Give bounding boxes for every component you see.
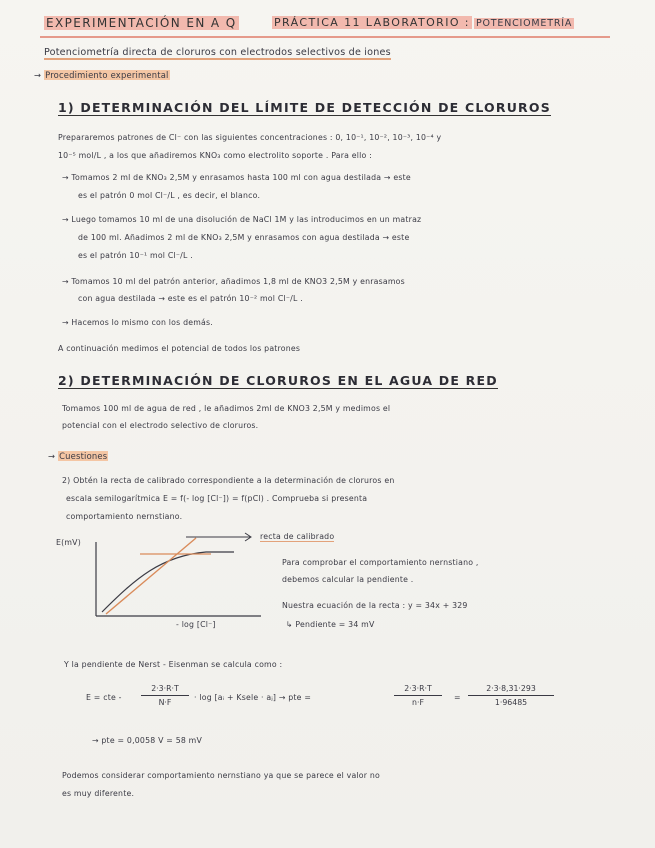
nernst-eq-left: E = cte - [86, 693, 122, 702]
header-practice: PRÁCTICA 11 LABORATORIO : [274, 16, 470, 29]
question2-line1: 2) Obtén la recta de calibrado correspondiente a la determinación de cloruros en [62, 476, 395, 485]
bullet2-line2: de 100 ml. Añadimos 2 ml de KNO₃ 2,5M y enrasamos con agua destilada → este [78, 233, 410, 242]
bullet2-line1: → Luego tomamos 10 ml de una disolución de NaCl 1M y las introducimos en un matraz [62, 215, 422, 224]
conclusion-line2: es muy diferente. [62, 789, 135, 798]
question2-line2: escala semilogarítmica E = f(- log [Cl⁻]) = f(pCl) . Comprueba si presenta [66, 494, 368, 503]
subtitle: Potenciometría directa de cloruros con electrodos selectivos de iones [44, 47, 391, 58]
y-axis-label: E(mV) [56, 538, 81, 547]
cuestiones-label: → Cuestiones [48, 451, 108, 461]
note-1-line1: Para comprobar el comportamiento nernstiano , [282, 558, 479, 567]
header-topic: POTENCIOMETRÍA [476, 18, 573, 29]
question2-line3: comportamiento nernstiano. [66, 512, 183, 521]
header-course: EXPERIMENTACIÓN EN A Q [46, 16, 237, 30]
x-axis-label: - log [Cl⁻] [176, 620, 216, 629]
fraction-2 [394, 684, 442, 707]
fraction-1 [141, 684, 189, 707]
section1-intro-2: 10⁻⁵ mol/L , a los que añadiremos KNO₃ como electrolito soporte . Para ello : [58, 151, 373, 160]
bullet3-line1: → Tomamos 10 ml del patrón anterior, añadimos 1,8 ml de KNO3 2,5M y enrasamos [62, 277, 405, 286]
fraction-3-den: 1·96485 [494, 698, 528, 707]
fraction-2-num: 2·3·R·T [394, 684, 442, 696]
section1-intro-1: Prepararemos patrones de Cl⁻ con las siguientes concentraciones : 0, 10⁻¹, 10⁻², 10⁻³, 10⁻⁴ y [58, 133, 442, 142]
nernst-eq-mid: · log [aᵢ + Ksele · aⱼ] → pte = [194, 693, 312, 702]
nernst-intro: Y la pendiente de Nerst - Eisenman se calcula como : [64, 660, 283, 669]
fraction-3 [468, 684, 554, 707]
section1-title: 1) DETERMINACIÓN DEL LÍMITE DE DETECCIÓN DE CLORUROS [58, 100, 551, 115]
fraction-1-num: 2·3·R·T [141, 684, 189, 696]
note-regression: Nuestra ecuación de la recta : y = 34x + 329 [282, 601, 468, 610]
bullet3-line2: con agua destilada → este es el patrón 10⁻² mol Cl⁻/L . [78, 294, 303, 303]
curve-label: recta de calibrado [260, 532, 335, 541]
header-divider [40, 36, 610, 38]
bullet1-line2: es el patrón 0 mol Cl⁻/L , es decir, el blanco. [78, 191, 261, 200]
nernst-eq-equals: = [454, 693, 461, 702]
nernst-result: → pte = 0,0058 V = 58 mV [92, 736, 203, 745]
section1-closing: A continuación medimos el potencial de todos los patrones [58, 344, 301, 353]
fraction-3-num: 2·3·8,31·293 [468, 684, 554, 696]
bullet4: → Hacemos lo mismo con los demás. [62, 318, 213, 327]
section2-title: 2) DETERMINACIÓN DE CLORUROS EN EL AGUA DE RED [58, 373, 498, 388]
calibration-line [106, 538, 196, 614]
fraction-1-den: N·F [158, 698, 172, 707]
pointer-arrow [186, 531, 258, 543]
calibration-sketch [56, 528, 266, 638]
procedure-label: → Procedimiento experimental [34, 70, 169, 80]
bullet2-line3: es el patrón 10⁻¹ mol Cl⁻/L . [78, 251, 193, 260]
note-1-line2: debemos calcular la pendiente . [282, 575, 414, 584]
section2-line1: Tomamos 100 ml de agua de red , le añadimos 2ml de KNO3 2,5M y medimos el [62, 404, 391, 413]
note-slope: ↳ Pendiente = 34 mV [286, 620, 375, 629]
bullet1-line1: → Tomamos 2 ml de KNO₃ 2,5M y enrasamos hasta 100 ml con agua destilada → este [62, 173, 411, 182]
conclusion-line1: Podemos considerar comportamiento nernstiano ya que se parece el valor no [62, 771, 380, 780]
fraction-2-den: n·F [412, 698, 424, 707]
section2-line2: potencial con el electrodo selectivo de cloruros. [62, 421, 259, 430]
